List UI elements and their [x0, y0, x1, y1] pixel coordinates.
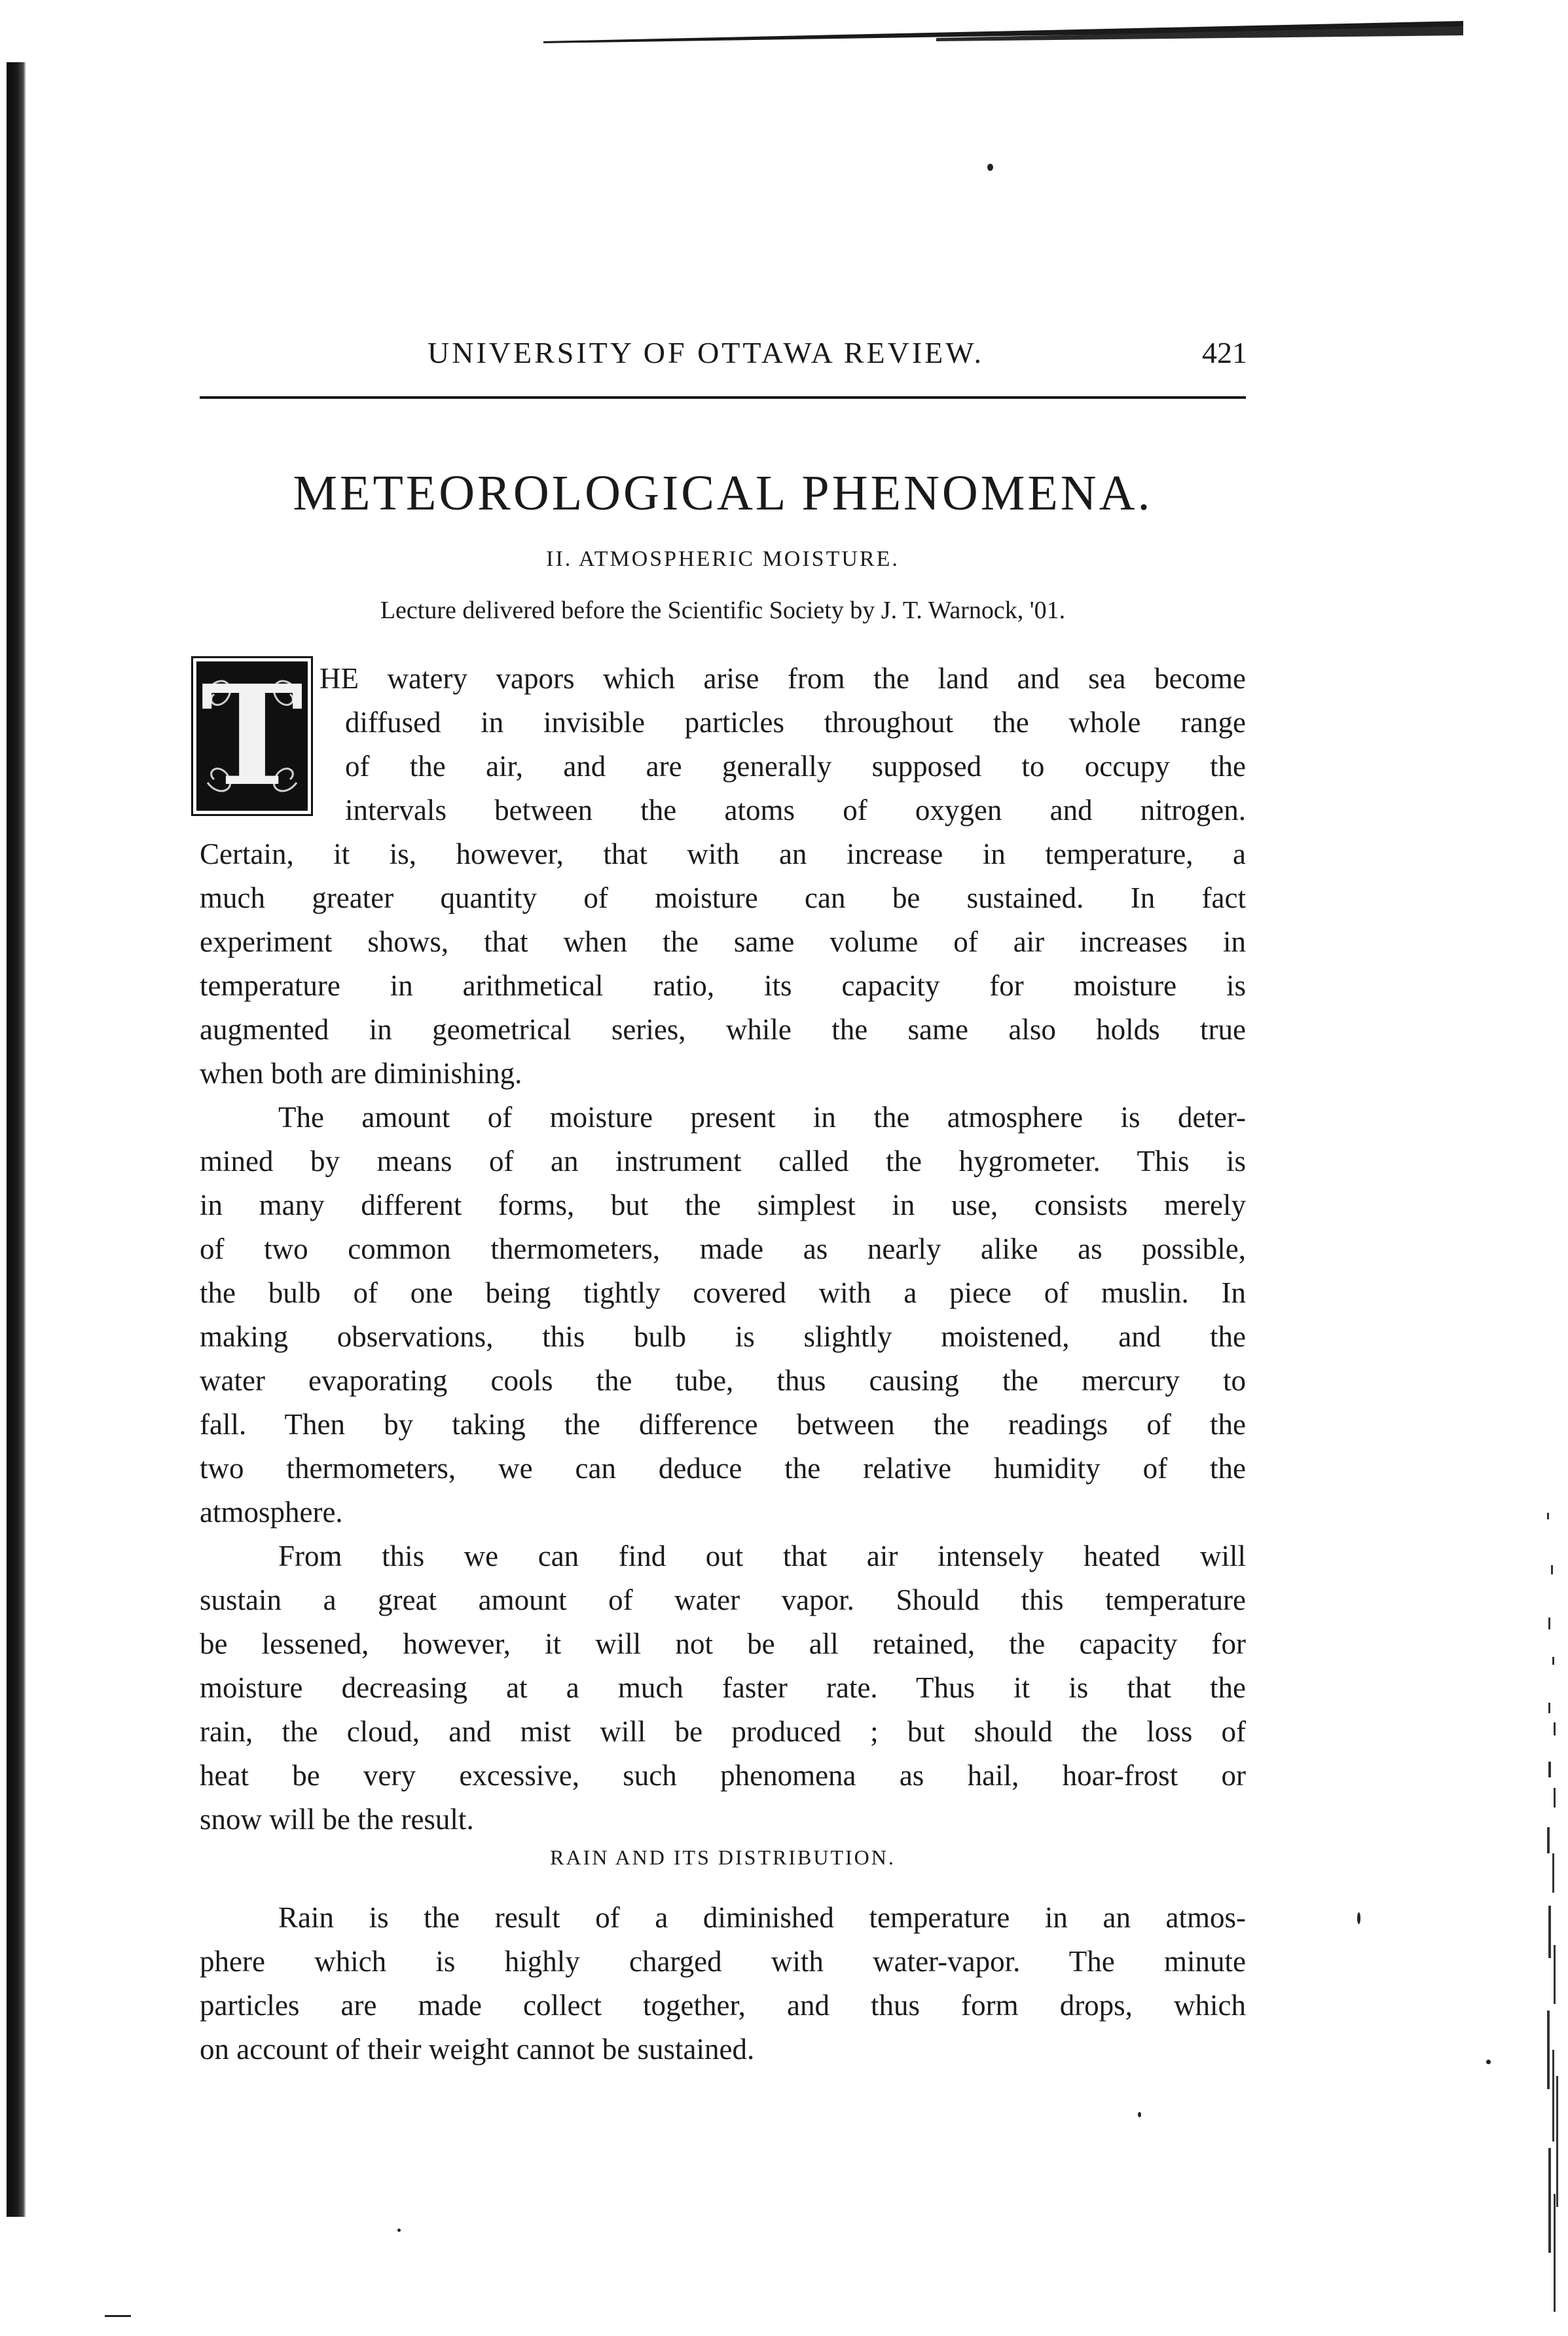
paragraph-4 [200, 1896, 1246, 2071]
text-line: snow will be the result. [200, 1803, 474, 1836]
page-speck [1138, 2112, 1141, 2117]
byline: Lecture delivered before the Scientific Society by J. T. Warnock, '01. [380, 597, 1066, 624]
text-line: heat be very excessive, such phenomena as hail, hoar-frost or [200, 1759, 1246, 1792]
page-speck [1357, 1912, 1360, 1924]
text-line: be lessened, however, it will not be all retained, the capacity for [200, 1627, 1246, 1660]
article-title: METEOROLOGICAL PHENOMENA. [293, 466, 1153, 521]
text-line: rain, the cloud, and mist will be produced ; but should the loss of [200, 1715, 1246, 1748]
text-line: in many different forms, but the simplest in use, consists merely [200, 1189, 1246, 1221]
text-line: much greater quantity of moisture can be sustained. In fact [200, 881, 1246, 914]
text-line: of two common thermometers, made as nearly alike as possible, [200, 1233, 1246, 1265]
paragraph-1 [200, 657, 1246, 1096]
text-line: HE watery vapors which arise from the land and sea become [319, 662, 1246, 695]
journal-title: UNIVERSITY OF OTTAWA REVIEW. [428, 336, 984, 369]
text-line: experiment shows, that when the same volume of air increases in [200, 925, 1246, 958]
header-rule [200, 396, 1246, 399]
page-speck [1486, 2060, 1491, 2064]
text-line: Certain, it is, however, that with an increase in temperature, a [200, 838, 1246, 870]
text-line: mined by means of an instrument called the hygrometer. This is [200, 1145, 1246, 1177]
text-line: sustain a great amount of water vapor. Should this temperature [200, 1584, 1246, 1616]
text-line: augmented in geometrical series, while the same also holds true [200, 1013, 1246, 1046]
text-line: temperature in arithmetical ratio, its capacity for moisture is [200, 969, 1246, 1002]
page-speck [105, 2315, 131, 2317]
text-line: diffused in invisible particles throughout the whole range [345, 706, 1246, 739]
text-line: the bulb of one being tightly covered with a piece of muslin. In [200, 1276, 1246, 1309]
text-line: phere which is highly charged with water-vapor. The minute [200, 1945, 1246, 1978]
article-subtitle: II. ATMOSPHERIC MOISTURE. [546, 547, 900, 571]
text-line: when both are diminishing. [200, 1057, 522, 1090]
binding-shadow [7, 62, 26, 2217]
text-line: of the air, and are generally supposed to occupy the [345, 750, 1246, 783]
text-line: intervals between the atoms of oxygen and nitrogen. [345, 794, 1246, 826]
page-number: 421 [1202, 336, 1247, 369]
paragraph-3 [200, 1534, 1246, 1842]
text-line: on account of their weight cannot be sustained. [200, 2033, 755, 2066]
page-speck [397, 2229, 401, 2232]
running-head [200, 335, 1247, 388]
text-line: Rain is the result of a diminished temperature in an atmos- [278, 1901, 1246, 1934]
drop-cap-letter: T [200, 661, 304, 811]
text-line: making observations, this bulb is slightly moistened, and the [200, 1320, 1246, 1353]
scan-edge-artifact [543, 20, 1463, 46]
text-line: particles are made collect together, and thus form drops, which [200, 1989, 1246, 2022]
text-line: The amount of moisture present in the atmosphere is deter- [278, 1101, 1246, 1134]
text-line: moisture decreasing at a much faster rate. Thus it is that the [200, 1671, 1246, 1704]
text-line: From this we can find out that air intensely heated will [278, 1540, 1246, 1572]
page-speck [987, 164, 993, 171]
page-edge-specks [1522, 1487, 1561, 2325]
text-line: water evaporating cools the tube, thus causing the mercury to [200, 1364, 1246, 1397]
section-heading: RAIN AND ITS DISTRIBUTION. [550, 1845, 896, 1869]
text-line: two thermometers, we can deduce the relative humidity of the [200, 1452, 1246, 1485]
text-line: fall. Then by taking the difference between the readings of the [200, 1408, 1246, 1441]
text-line: atmosphere. [200, 1496, 343, 1529]
paragraph-2 [200, 1096, 1246, 1534]
